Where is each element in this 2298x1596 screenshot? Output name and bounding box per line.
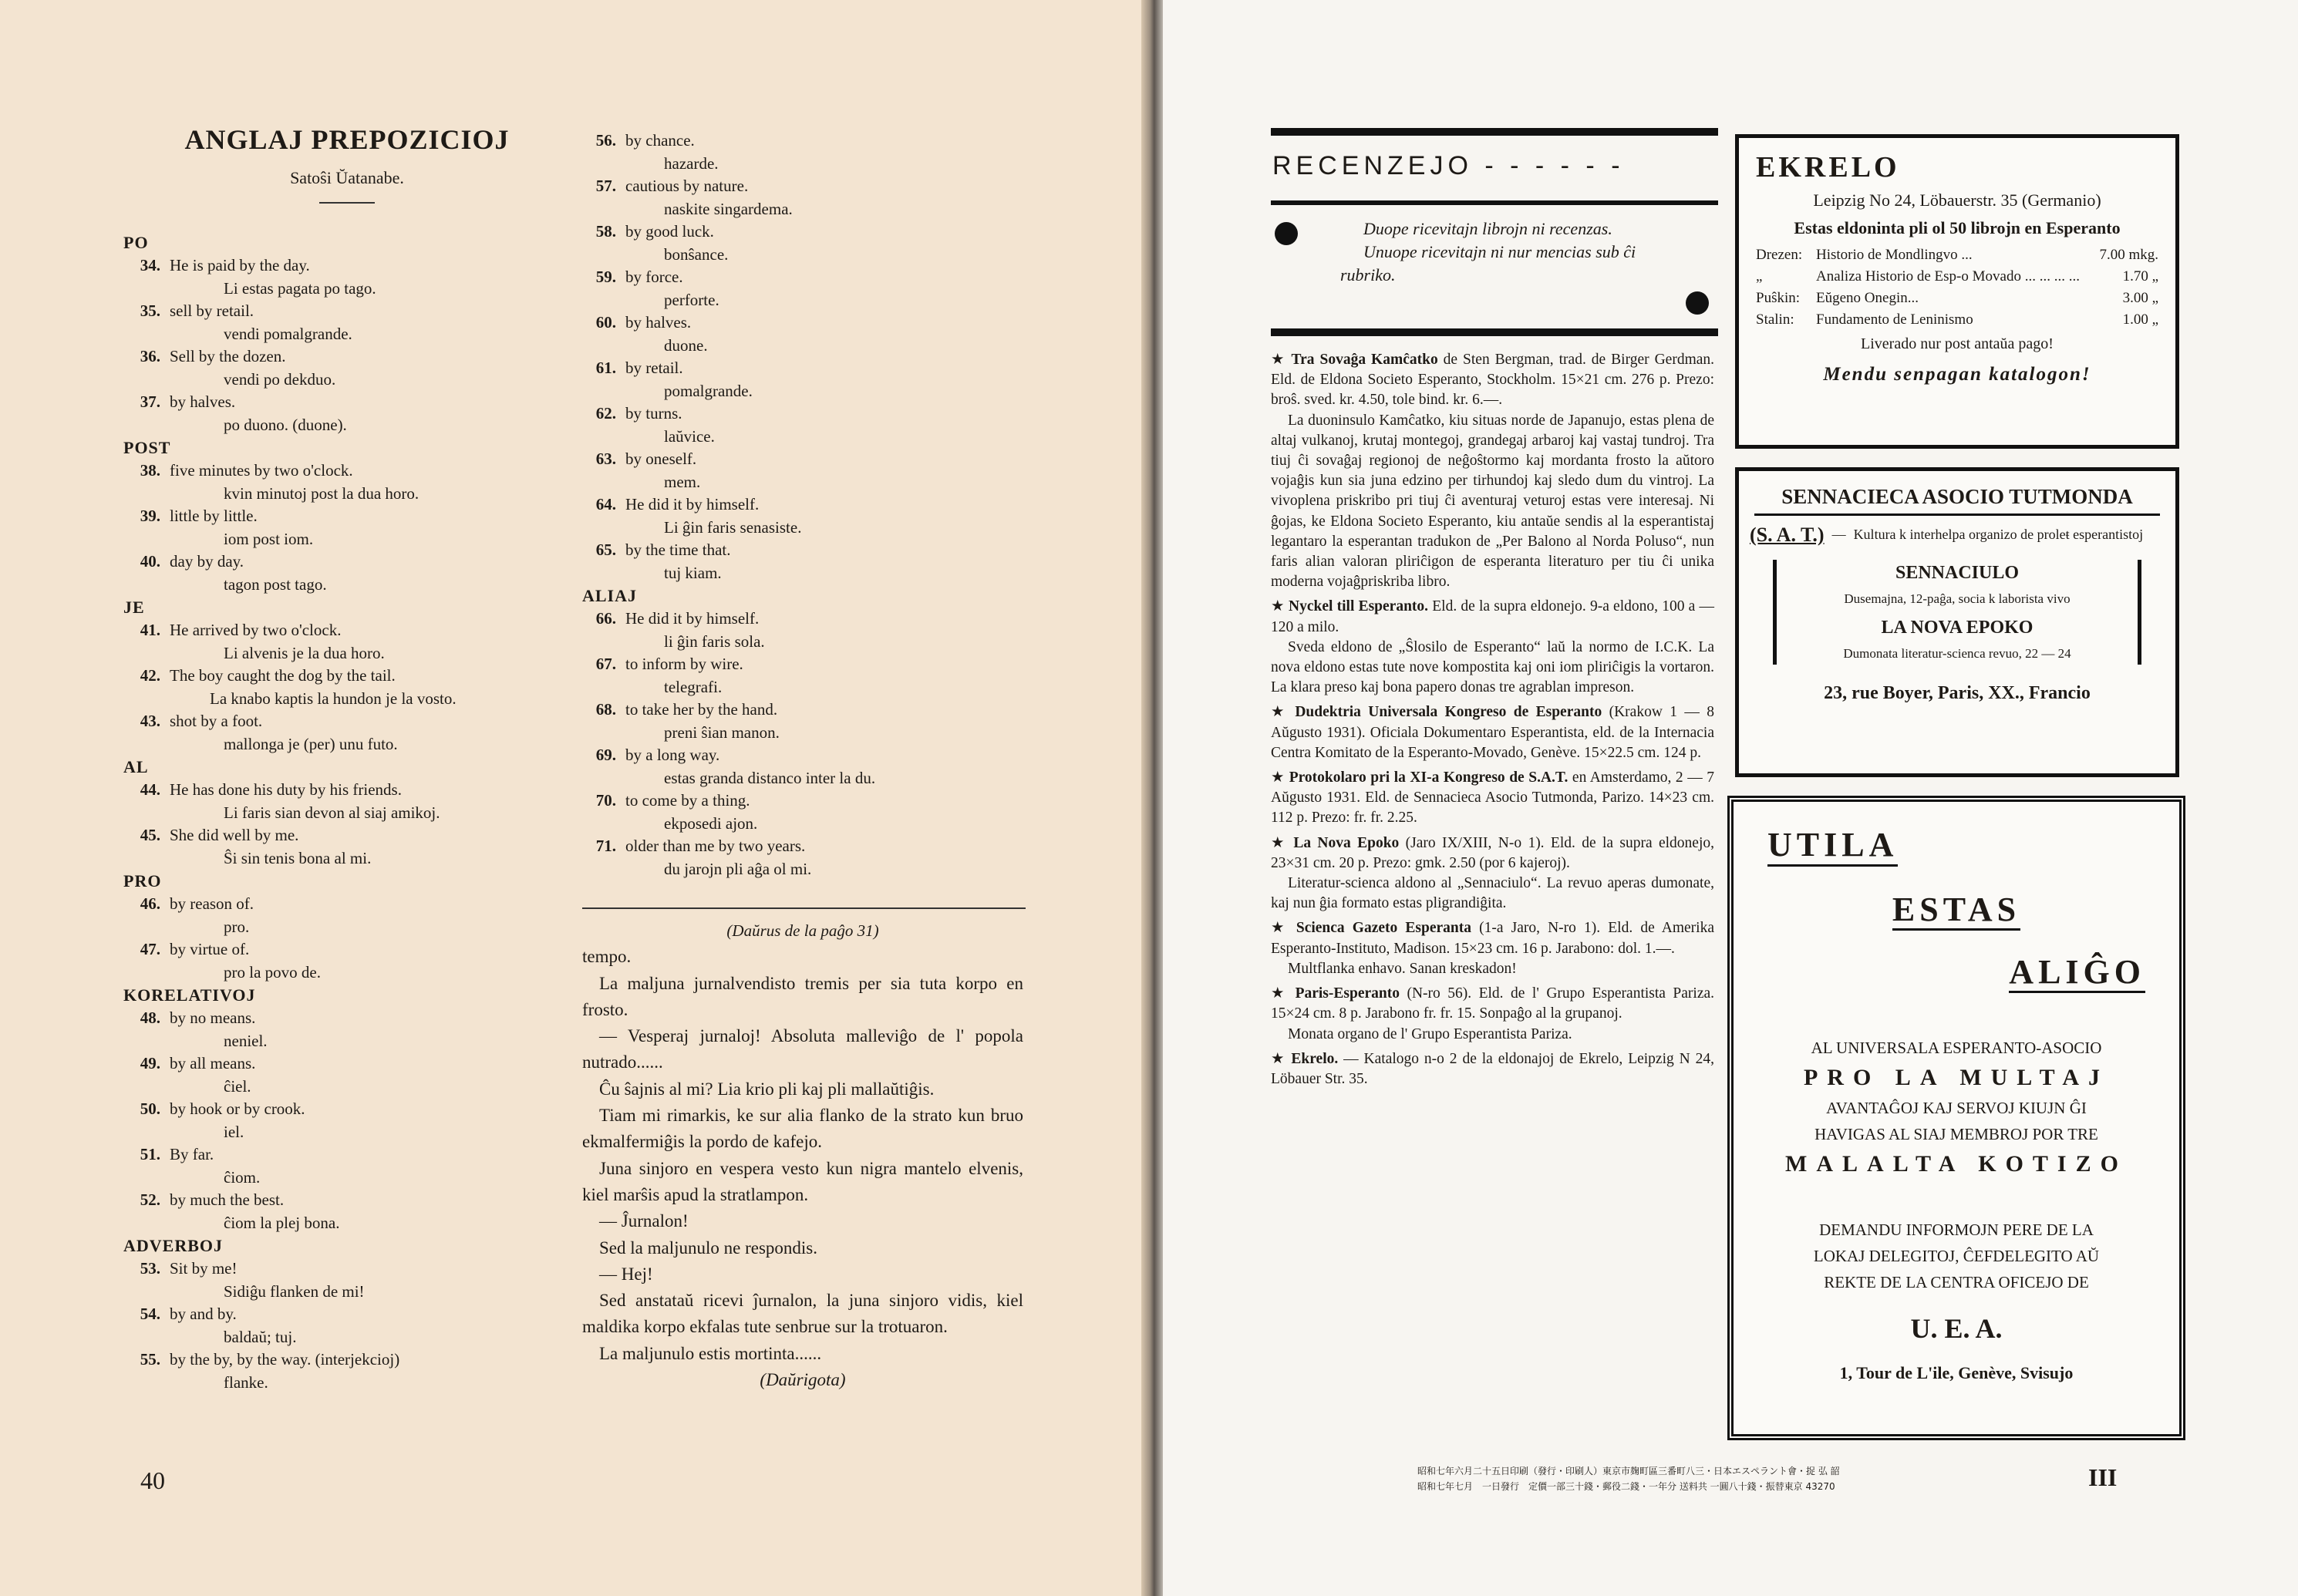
story-paragraph: La maljunulo estis mortinta...... bbox=[599, 1343, 822, 1363]
entry-number: 66. bbox=[595, 609, 616, 628]
entry-english bbox=[582, 653, 1014, 676]
entry-number: 57. bbox=[595, 177, 616, 195]
uea-headline-1: UTILA bbox=[1767, 825, 1898, 867]
entry-translation: Li ĝin faris senasiste. bbox=[664, 517, 802, 537]
review-paragraph bbox=[1271, 638, 1714, 699]
entry-translation: telegrafi. bbox=[664, 677, 723, 696]
entry-english bbox=[582, 266, 1014, 289]
catalog-author: „ bbox=[1756, 268, 1763, 285]
review-paragraph bbox=[1271, 874, 1714, 914]
catalog-item bbox=[1756, 266, 2158, 288]
entry-english bbox=[582, 402, 1014, 426]
entry-text: by and by. bbox=[170, 1305, 237, 1323]
entry-translation: po duono. (duone). bbox=[224, 415, 347, 434]
entry-number: 71. bbox=[595, 837, 616, 855]
sat-pub1-name: SENNACIULO bbox=[1895, 563, 2020, 583]
entry-translation: pro. bbox=[224, 917, 250, 936]
sat-pub2-name: LA NOVA EPOKO bbox=[1881, 618, 2033, 638]
review-list bbox=[1271, 345, 1714, 1089]
section-heading: ADVERBOJ bbox=[123, 1236, 224, 1255]
entry-translation: La knabo kaptis la hundon je la vosto. bbox=[210, 689, 457, 708]
entry-number: 51. bbox=[140, 1145, 160, 1163]
entry-text: by halves. bbox=[625, 313, 692, 332]
uea-headline-3-row bbox=[1752, 952, 2145, 992]
review-title: Ekrelo. bbox=[1291, 1050, 1339, 1067]
entry-number: 48. bbox=[140, 1008, 160, 1027]
sat-ad bbox=[1735, 467, 2179, 777]
review-body: — Katalogo n-o 2 de la eldonajoj de Ekrelo, Leipzig N 24, Löbauer Str. 35. bbox=[1271, 1050, 1714, 1087]
review-body: Monata organo de l' Grupo Esperantista Pariza. bbox=[1288, 1025, 1572, 1042]
entry-english bbox=[582, 744, 1014, 767]
entry-text: He is paid by the day. bbox=[170, 256, 310, 274]
entry-number: 42. bbox=[140, 666, 160, 685]
entry-number: 54. bbox=[140, 1305, 160, 1323]
review-body: (Krakow 1 — 8 Aŭgusto 1931). Oficiala Dokumentaro Esperantista, eld. de la Internacia Centra Komitato de la Esperanto-Movado, Genève. 15×22.5 cm. 124 p. bbox=[1271, 704, 1715, 761]
entry-text: to inform by wire. bbox=[625, 655, 743, 673]
entry-translation: tuj kiam. bbox=[664, 563, 722, 582]
entry-number: 38. bbox=[140, 461, 160, 480]
entry-english bbox=[582, 311, 1014, 335]
review-body: Sveda eldono de „Ŝlosilo de Esperanto“ laŭ la normo de I.C.K. La nova eldono estas tute nove kompostita kaj oni iom pliriĉigis la vortaron. La klara preso kaj bona papero donas tre agrablan impreson. bbox=[1271, 638, 1714, 696]
entry-english bbox=[582, 493, 1014, 517]
review-entry bbox=[1271, 768, 1714, 829]
review-body: (Jaro IX/XIII, N-o 1). Eld. de la supra eldonejo, 23×31 cm. 20 p. Prezo: gmk. 2.50 (por 6 kajeroj). bbox=[1271, 834, 1714, 871]
section-heading: JE bbox=[123, 598, 145, 617]
review-entry bbox=[1271, 597, 1714, 637]
entry-text: by halves. bbox=[170, 392, 236, 411]
entry-translation: ĉiom la plej bona. bbox=[224, 1213, 340, 1232]
left-page-number: 40 bbox=[140, 1466, 165, 1494]
review-entry bbox=[1271, 918, 1714, 958]
section-heading: PO bbox=[123, 233, 149, 252]
entry-english bbox=[123, 1007, 555, 1030]
entry-english bbox=[123, 460, 555, 483]
entry-translation: du jarojn pli aĝa ol mi. bbox=[664, 859, 812, 878]
entry-english bbox=[582, 699, 1014, 722]
catalog-item bbox=[1756, 288, 2158, 309]
uea-line-5: MALALTA KOTIZO bbox=[1785, 1151, 2128, 1177]
entry-text: by virtue of. bbox=[170, 940, 250, 958]
entry-number: 34. bbox=[140, 256, 160, 274]
entry-number: 64. bbox=[595, 495, 616, 513]
uea-address: 1, Tour de L'ile, Genève, Svisujo bbox=[1839, 1363, 2074, 1382]
entry-english bbox=[123, 1303, 555, 1326]
entry-english bbox=[123, 893, 555, 916]
review-entry bbox=[1271, 350, 1714, 411]
entry-english bbox=[123, 1143, 555, 1167]
review-note-2: Unuope ricevitajn ni nur mencias sub ĉi rubriko. bbox=[1340, 242, 1636, 285]
entry-number: 39. bbox=[140, 507, 160, 525]
right-page-number: III bbox=[2088, 1463, 2118, 1491]
entry-text: to come by a thing. bbox=[625, 791, 750, 810]
article-title: ANGLAJ PREPOZICIOJ bbox=[184, 124, 510, 155]
entry-translation: naskite singardema. bbox=[664, 199, 793, 218]
entry-number: 60. bbox=[595, 313, 616, 332]
catalog-title: Eŭgeno Onegin... bbox=[1816, 290, 1919, 306]
entry-text: He did it by himself. bbox=[625, 609, 760, 628]
entry-text: The boy caught the dog by the tail. bbox=[170, 666, 396, 685]
section-heading: KORELATIVOJ bbox=[123, 985, 256, 1005]
ekrelo-cta: Mendu senpagan katalogon! bbox=[1823, 364, 2091, 385]
review-title: Dudektria Universala Kongreso de Esperanto bbox=[1295, 704, 1602, 721]
entry-number: 40. bbox=[140, 552, 160, 571]
entry-text: by all means. bbox=[170, 1054, 256, 1072]
review-paragraph bbox=[1271, 959, 1714, 979]
story-paragraph: — Vesperaj jurnaloj! Absoluta malleviĝo de l' popola nutrado...... bbox=[582, 1026, 1023, 1072]
left-page bbox=[0, 0, 1141, 1596]
entry-english bbox=[123, 619, 555, 642]
entry-number: 35. bbox=[140, 301, 160, 320]
section-heading: ALIAJ bbox=[582, 586, 638, 605]
entry-text: by reason of. bbox=[170, 894, 254, 913]
sat-pub1-desc: Dusemajna, 12-paĝa, socia k laborista vivo bbox=[1844, 591, 2071, 606]
review-sep bbox=[1471, 920, 1479, 936]
entry-text: shot by a foot. bbox=[170, 712, 263, 730]
catalog-title: Analiza Historio de Esp-o Movado ... ... ... ... bbox=[1816, 268, 2080, 285]
entry-text: By far. bbox=[170, 1145, 214, 1163]
story-paragraph: — Ĵurnalon! bbox=[599, 1211, 689, 1231]
sat-pub2-desc: Dumonata literatur-scienca revuo, 22 — 24 bbox=[1843, 646, 2071, 661]
entry-english bbox=[123, 1098, 555, 1121]
entry-text: older than me by two years. bbox=[625, 837, 806, 855]
ekrelo-ad bbox=[1735, 134, 2179, 449]
uea-line-3: AVANTAĜOJ KAJ SERVOJ KIUJN ĜI bbox=[1826, 1099, 2087, 1117]
review-sep bbox=[1438, 352, 1444, 368]
entry-translation: baldaŭ; tuj. bbox=[224, 1327, 297, 1346]
star-icon: ★ bbox=[1271, 834, 1294, 851]
review-title: Scienca Gazeto Esperanta bbox=[1296, 920, 1471, 937]
review-title: Protokolaro pri la XI-a Kongreso de S.A.T. bbox=[1289, 769, 1569, 786]
bullet-dot-icon bbox=[1275, 222, 1298, 245]
entry-translation: bonŝance. bbox=[664, 244, 729, 264]
catalog-author: Drezen: bbox=[1756, 247, 1803, 263]
entry-text: by the time that. bbox=[625, 540, 731, 559]
catalog-price: 3.00 „ bbox=[2122, 290, 2158, 306]
uea-line-8: REKTE DE LA CENTRA OFICEJO DE bbox=[1824, 1273, 2089, 1291]
story-paragraph: Sed la maljunulo ne respondis. bbox=[599, 1237, 817, 1258]
entry-text: He arrived by two o'clock. bbox=[170, 621, 342, 639]
entry-english bbox=[123, 551, 555, 574]
entry-text: by a long way. bbox=[625, 746, 720, 764]
star-icon: ★ bbox=[1271, 704, 1296, 721]
entry-english bbox=[582, 357, 1014, 380]
entry-translation: Sidiĝu flanken de mi! bbox=[224, 1281, 365, 1301]
ekrelo-address: Leipzig No 24, Löbauerstr. 35 (Germanio) bbox=[1813, 190, 2101, 210]
colophon bbox=[1417, 1463, 2050, 1494]
review-entry bbox=[1271, 984, 1714, 1024]
preposition-list-col1 bbox=[123, 231, 555, 1394]
article-author: Satoŝi Ŭatanabe. bbox=[290, 168, 404, 187]
sat-intro bbox=[1750, 524, 2165, 546]
review-title: Paris-Esperanto bbox=[1295, 985, 1400, 1002]
review-title: Nyckel till Esperanto. bbox=[1289, 598, 1429, 615]
entry-english bbox=[582, 221, 1014, 244]
title-rule bbox=[319, 202, 375, 204]
entry-number: 46. bbox=[140, 894, 160, 913]
entry-translation: neniel. bbox=[224, 1031, 268, 1050]
entry-text: by oneself. bbox=[625, 450, 697, 468]
review-notes bbox=[1340, 217, 1664, 287]
entry-translation: pomalgrande. bbox=[664, 381, 753, 400]
sat-desc: Kultura k interhelpa organizo de proleŧ esperantistoj bbox=[1853, 527, 2144, 542]
review-title: Tra Sovaĝa Kamĉatko bbox=[1291, 352, 1438, 368]
uea-ad bbox=[1727, 796, 2185, 1440]
entry-translation: iom post iom. bbox=[224, 529, 314, 548]
uea-line-4: HAVIGAS AL SIAJ MEMBROJ POR TRE bbox=[1814, 1125, 2098, 1143]
catalog-item bbox=[1756, 309, 2158, 331]
entry-english bbox=[123, 938, 555, 961]
uea-headline-3: ALIĜO bbox=[2009, 953, 2145, 993]
entry-translation: li ĝin faris sola. bbox=[664, 631, 765, 651]
section-heading: PRO bbox=[123, 871, 162, 891]
review-body: Eld. de la supra eldonejo. 9-a eldono, 100 a — 120 a milo. bbox=[1271, 598, 1714, 635]
entry-translation: ĉiel. bbox=[224, 1076, 251, 1096]
review-paragraph bbox=[1271, 1025, 1714, 1045]
story-paragraph: La maljuna jurnalvendisto tremis per sia tuta korpo en frosto. bbox=[582, 973, 1023, 1019]
review-body: Multflanka enhavo. Sanan kreskadon! bbox=[1288, 960, 1517, 977]
entry-number: 50. bbox=[140, 1099, 160, 1118]
entry-translation: Li alvenis je la dua horo. bbox=[224, 643, 385, 662]
story-continued-note: (Daŭrus de la paĝo 31) bbox=[726, 921, 879, 940]
entry-text: sell by retail. bbox=[170, 301, 254, 320]
book-gutter bbox=[1141, 0, 1163, 1596]
catalog-price: 1.70 „ bbox=[2122, 268, 2158, 285]
star-icon: ★ bbox=[1271, 769, 1289, 786]
entry-translation: perforte. bbox=[664, 290, 719, 309]
uea-body bbox=[1752, 1035, 2161, 1386]
review-note-1: Duope ricevitajn librojn ni recenzas. bbox=[1363, 219, 1612, 238]
entry-english bbox=[123, 1258, 555, 1281]
ekrelo-name: EKRELO bbox=[1756, 151, 1900, 184]
entry-text: by hook or by crook. bbox=[170, 1099, 305, 1118]
section-heading: AL bbox=[123, 757, 149, 776]
review-notes-rule bbox=[1271, 328, 1718, 336]
entry-number: 58. bbox=[595, 222, 616, 241]
story-paragraph: Tiam mi rimarkis, ke sur alia flanko de la strato kun bruo ekmalfermiĝis la pordo de kafejo. bbox=[582, 1106, 1023, 1152]
sat-dash: — bbox=[1831, 527, 1846, 542]
preposition-list-col2 bbox=[582, 130, 1014, 880]
entry-translation: tagon post tago. bbox=[224, 574, 327, 594]
entry-text: little by little. bbox=[170, 507, 258, 525]
entry-number: 49. bbox=[140, 1054, 160, 1072]
entry-english bbox=[582, 835, 1014, 858]
review-sep bbox=[1399, 835, 1405, 851]
uea-headline-2: ESTAS bbox=[1892, 891, 2020, 931]
star-icon: ★ bbox=[1271, 920, 1296, 937]
entry-text: by force. bbox=[625, 268, 683, 286]
entry-number: 59. bbox=[595, 268, 616, 286]
entry-translation: Ŝi sin tenis bona al mi. bbox=[224, 848, 372, 867]
review-title: La Nova Epoko bbox=[1293, 834, 1400, 851]
entry-text: by chance. bbox=[625, 131, 695, 150]
review-body: (1-a Jaro, N-ro 1). Eld. de Amerika Esperanto-Instituto, Madison. 15×23 cm. 16 p. Jarabono: dol. 1.—. bbox=[1271, 920, 1714, 957]
entry-translation: Li estas pagata po tago. bbox=[224, 278, 376, 298]
catalog-author: Stalin: bbox=[1756, 311, 1794, 328]
entry-text: by good luck. bbox=[625, 222, 714, 241]
uea-line-7: LOKAJ DELEGITOJ, ĈEFDELEGITO AŬ bbox=[1813, 1247, 2100, 1265]
uea-headline-2-row bbox=[1752, 890, 2161, 929]
entry-translation: estas granda distanco inter la du. bbox=[664, 768, 876, 787]
entry-text: He has done his duty by his friends. bbox=[170, 780, 402, 799]
sat-address: 23, rue Boyer, Paris, XX., Francio bbox=[1824, 683, 2091, 703]
story-sign: (Daŭrigota) bbox=[760, 1370, 846, 1390]
star-icon: ★ bbox=[1271, 1050, 1292, 1067]
uea-line-2: PRO LA MULTAJ bbox=[1803, 1065, 2110, 1090]
entry-english bbox=[582, 175, 1014, 198]
review-body: Literatur-scienca aldono al „Sennaciulo“. La revuo aperas dumonate, kaj nun ĝia formato estas pligrandiĝita. bbox=[1271, 875, 1714, 912]
star-icon: ★ bbox=[1271, 352, 1292, 368]
catalog-price: 1.00 „ bbox=[2122, 311, 2158, 328]
entry-number: 67. bbox=[595, 655, 616, 673]
entry-english bbox=[582, 539, 1014, 562]
star-icon: ★ bbox=[1271, 985, 1296, 1002]
entry-text: five minutes by two o'clock. bbox=[170, 461, 353, 480]
entry-english bbox=[582, 790, 1014, 813]
colophon-line-2: 昭和七年七月 一日發行 定價一部三十錢・郵役二錢・一年分 送料共 一圓八十錢・振替東京 43270 bbox=[1417, 1481, 1835, 1492]
story-paragraph: tempo. bbox=[582, 947, 632, 967]
entry-text: day by day. bbox=[170, 552, 244, 571]
catalog-item bbox=[1756, 244, 2158, 266]
entry-number: 47. bbox=[140, 940, 160, 958]
entry-english bbox=[123, 300, 555, 323]
entry-text: cautious by nature. bbox=[625, 177, 749, 195]
entry-number: 63. bbox=[595, 450, 616, 468]
entry-number: 53. bbox=[140, 1259, 160, 1278]
entry-translation: duone. bbox=[664, 335, 708, 355]
ekrelo-delivery: Liverado nur post antaŭa pago! bbox=[1861, 335, 2054, 352]
entry-translation: flanke. bbox=[224, 1372, 268, 1392]
entry-number: 55. bbox=[140, 1350, 160, 1369]
review-entry bbox=[1271, 1049, 1714, 1089]
entry-text: by no means. bbox=[170, 1008, 256, 1027]
entry-english bbox=[123, 710, 555, 733]
review-entry bbox=[1271, 833, 1714, 874]
story-paragraph: Juna sinjoro en vespera vesto kun nigra mantelo elvenis, kiel marŝis apud la stratlampon. bbox=[582, 1158, 1023, 1204]
entry-translation: kvin minutoj post la dua horo. bbox=[224, 483, 420, 503]
review-body: La duoninsulo Kamĉatko, kiu situas norde de Japanujo, estas plena de altaj vulkanoj, krutaj montegoj, grandegaj arbaroj kaj vastaj tundroj. Tra tiuj ĉi sovaĝaj regionoj de neĝoŝtormo kaj mordanta frosto la aŭtoro vojaĝis kun sia juna edzino per tirhundoj kaj sledo dum du vintroj. La vivoplena priskribo pri tiuj ĉi aventuraj veturoj estas vere interesaj. Ni ĝojas, ke Eldona Societo Esperanto, kiu antaŭe sendis al la esperantistaj legantaro la esperantan tradukon de „Per Balono al Norda Poluso“, nun faris alian valoran pliriĉigon de esperanta literaturo per tiu ĉi unika moderna vojaĝpriskriba libro. bbox=[1271, 412, 1714, 591]
review-heading-rule bbox=[1271, 200, 1718, 205]
entry-translation: vendi pomalgrande. bbox=[224, 324, 352, 343]
entry-translation: mem. bbox=[664, 472, 701, 491]
catalog-title: Historio de Mondlingvo ... bbox=[1816, 247, 1973, 263]
entry-number: 65. bbox=[595, 540, 616, 559]
entry-text: by turns. bbox=[625, 404, 682, 423]
entry-number: 37. bbox=[140, 392, 160, 411]
star-icon: ★ bbox=[1271, 598, 1289, 615]
entry-english bbox=[582, 130, 1014, 153]
entry-number: 41. bbox=[140, 621, 160, 639]
entry-number: 43. bbox=[140, 712, 160, 730]
entry-english bbox=[123, 1052, 555, 1076]
entry-english bbox=[123, 391, 555, 414]
entry-number: 62. bbox=[595, 404, 616, 423]
entry-number: 68. bbox=[595, 700, 616, 719]
entry-number: 56. bbox=[595, 131, 616, 150]
entry-english bbox=[123, 345, 555, 369]
uea-org: U. E. A. bbox=[1910, 1313, 2003, 1344]
entry-english bbox=[582, 608, 1014, 631]
sat-title: SENNACIECA ASOCIO TUTMONDA bbox=[1754, 485, 2160, 516]
story-continuation bbox=[582, 918, 1023, 1393]
story-paragraph: Sed anstataŭ ricevi ĵurnalon, la juna sinjoro vidis, kiel maldika korpo ekfalas tute senbrue sur la trotuaron. bbox=[582, 1291, 1023, 1337]
entry-english bbox=[123, 665, 555, 688]
sat-abbr: (S. A. T.) bbox=[1750, 524, 1825, 546]
entry-translation: ekposedi ajon. bbox=[664, 813, 758, 833]
entry-translation: mallonga je (per) unu futo. bbox=[224, 734, 398, 753]
sat-publications bbox=[1773, 560, 2141, 665]
bullet-dot-icon bbox=[1686, 291, 1709, 315]
entry-number: 70. bbox=[595, 791, 616, 810]
section-rule bbox=[582, 907, 1026, 909]
entry-english bbox=[123, 1189, 555, 1212]
review-body: de Sten Bergman, trad. de Birger Gerdman. Eld. de Eldona Societo Esperanto, Stockholm. 15×21 cm. 276 p. Prezo: broŝ. sved. kr. 4.50, tole bind. kr. 6.—. bbox=[1271, 352, 1715, 409]
ekrelo-catalog bbox=[1756, 244, 2158, 331]
entry-number: 45. bbox=[140, 826, 160, 844]
entry-text: She did well by me. bbox=[170, 826, 299, 844]
entry-translation: ĉiom. bbox=[224, 1167, 261, 1187]
entry-translation: pro la povo de. bbox=[224, 962, 321, 982]
entry-text: He did it by himself. bbox=[625, 495, 760, 513]
entry-text: Sit by me! bbox=[170, 1259, 238, 1278]
entry-english bbox=[123, 1349, 555, 1372]
review-body: en Amsterdamo, 2 — 7 Aŭgusto 1931. Eld. de Sennacieca Asocio Tutmonda, Parizo. 14×23 cm. 112 p. Prezo: fr. fr. 2.25. bbox=[1271, 769, 1715, 827]
review-body: (N-ro 56). Eld. de l' Grupo Esperantista Pariza. 15×24 cm. 8 p. Jarabono fr. fr. 15. Sonpaĝo al la grupanoj. bbox=[1271, 985, 1715, 1022]
review-top-rule bbox=[1271, 128, 1718, 136]
story-paragraph: Ĉu ŝajnis al mi? Lia krio pli kaj pli mallaŭtiĝis. bbox=[599, 1079, 935, 1099]
uea-line-1: AL UNIVERSALA ESPERANTO-ASOCIO bbox=[1811, 1039, 2102, 1057]
catalog-title: Fundamento de Leninismo bbox=[1816, 311, 1973, 328]
entry-number: 44. bbox=[140, 780, 160, 799]
entry-number: 61. bbox=[595, 359, 616, 377]
entry-translation: Li faris sian devon al siaj amikoj. bbox=[224, 803, 440, 822]
review-heading: RECENZEJO - - - - - - bbox=[1272, 151, 1625, 180]
story-paragraph: — Hej! bbox=[599, 1264, 653, 1284]
entry-english bbox=[582, 448, 1014, 471]
entry-translation: iel. bbox=[224, 1122, 244, 1141]
section-heading: POST bbox=[123, 438, 171, 457]
right-page bbox=[1163, 0, 2298, 1596]
review-sep bbox=[1602, 704, 1609, 720]
entry-number: 69. bbox=[595, 746, 616, 764]
entry-translation: laŭvice. bbox=[664, 426, 715, 446]
catalog-author: Puŝkin: bbox=[1756, 290, 1801, 306]
entry-number: 36. bbox=[140, 347, 160, 365]
colophon-line-1: 昭和七年六月二十五日印刷（發行・印刷人）東京市麹町區三番町八三・日本エスペラント會・捉 弘 韶 bbox=[1417, 1466, 1840, 1476]
entry-english bbox=[123, 779, 555, 802]
entry-english bbox=[123, 505, 555, 528]
entry-translation: hazarde. bbox=[664, 153, 719, 173]
article-header bbox=[147, 123, 548, 204]
entry-text: to take her by the hand. bbox=[625, 700, 778, 719]
ekrelo-tagline: Estas eldoninta pli ol 50 librojn en Esperanto bbox=[1794, 218, 2121, 237]
entry-text: Sell by the dozen. bbox=[170, 347, 286, 365]
entry-translation: preni ŝian manon. bbox=[664, 722, 780, 742]
uea-line-6: DEMANDU INFORMOJN PERE DE LA bbox=[1819, 1221, 2094, 1239]
entry-text: by the by, by the way. (interjekcioj) bbox=[170, 1350, 400, 1369]
review-entry bbox=[1271, 702, 1714, 763]
entry-text: by much the best. bbox=[170, 1190, 285, 1209]
catalog-price: 7.00 mkg. bbox=[2099, 247, 2158, 263]
entry-number: 52. bbox=[140, 1190, 160, 1209]
entry-english bbox=[123, 254, 555, 278]
entry-text: by retail. bbox=[625, 359, 683, 377]
entry-english bbox=[123, 824, 555, 847]
review-paragraph bbox=[1271, 411, 1714, 593]
entry-translation: vendi po dekduo. bbox=[224, 369, 336, 389]
